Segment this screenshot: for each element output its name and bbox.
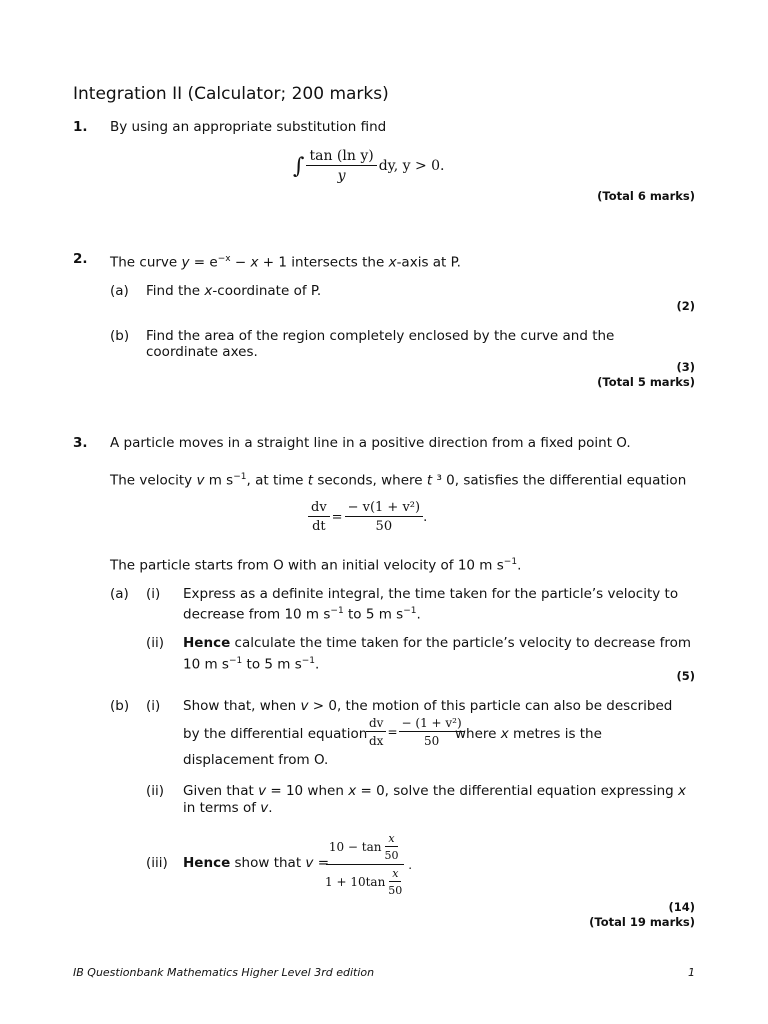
formula-tail: dy, y > 0. xyxy=(378,158,445,174)
q2-text-c: − xyxy=(230,254,251,271)
q3aii-c: to 5 m s xyxy=(242,656,302,673)
q3bi-b: > 0, the motion of this particle can also be described xyxy=(308,698,673,714)
q2b-text-2: coordinate axes. xyxy=(146,344,258,360)
q2-text-a: The curve xyxy=(110,254,182,271)
q3-vel-t2: t xyxy=(426,472,433,489)
de-end: . xyxy=(423,509,428,525)
biii-den-frac-num: x xyxy=(389,867,401,882)
q3biii-v: v xyxy=(305,855,314,871)
question-2-text xyxy=(110,251,461,272)
q3bi-text-1 xyxy=(183,698,672,715)
biii-num-pre: 10 − tan xyxy=(328,840,382,854)
q3-vel-c: seconds, where xyxy=(313,472,427,489)
q3biii-a: show that xyxy=(230,855,306,871)
q3bi-x: x xyxy=(500,726,509,742)
biii-num-frac-num: x xyxy=(385,832,397,847)
q3-vel-exp: −1 xyxy=(233,472,247,482)
q3bii-text-1 xyxy=(183,783,686,800)
question-1-number: 1. xyxy=(73,119,88,135)
q3bii-c: = 0, solve the differential equation expressing xyxy=(356,783,679,799)
q2a-text xyxy=(146,283,321,300)
q3biii-text xyxy=(183,855,329,872)
question-1-formula xyxy=(293,148,445,184)
q2-var-y: y xyxy=(181,254,190,271)
q3-start-text xyxy=(110,554,521,575)
q2b-marks: (3) xyxy=(676,360,695,374)
q2-var-x: x xyxy=(250,254,259,271)
q3-vel-unit: m s xyxy=(204,472,234,489)
q3bi-d: metres is the xyxy=(508,726,602,742)
q3ai-text-1: Express as a definite integral, the time taken for the particle’s velocity to xyxy=(183,586,679,602)
q3bii-x: x xyxy=(348,783,357,799)
q3-start-exp: −1 xyxy=(503,557,518,567)
question-1-text: By using an appropriate substitution find xyxy=(110,119,387,135)
q3-start-a: The particle starts from O with an initial velocity of 10 m s xyxy=(110,557,504,574)
q2-text-e: -axis at P. xyxy=(396,254,461,271)
q2-var-x2: x xyxy=(388,254,397,271)
q3b-label: (b) xyxy=(110,698,130,714)
integral-sign: ∫ xyxy=(293,153,305,179)
de-rhs xyxy=(345,500,424,534)
q2-text-b: = e xyxy=(189,254,218,271)
q3aii-hence: Hence xyxy=(183,635,231,651)
de-lhs-den: dt xyxy=(312,519,326,534)
question-2-total: (Total 5 marks) xyxy=(597,375,695,389)
biii-den-frac xyxy=(385,867,405,897)
q3bii-a: Given that xyxy=(183,783,259,799)
q3bi-c: where xyxy=(455,726,501,742)
question-1-total: (Total 6 marks) xyxy=(597,189,695,203)
bi-eq: = xyxy=(387,725,398,739)
q3bi-text-3: displacement from O. xyxy=(183,752,329,768)
q3-vel-d: ³ 0, satisfies the differential equation xyxy=(432,472,687,489)
footer-source: IB Questionbank Mathematics Higher Level 3rd edition xyxy=(73,966,375,979)
biii-end: . xyxy=(408,857,413,872)
q3bii-x2: x xyxy=(678,783,687,799)
q3a-marks: (5) xyxy=(676,669,695,683)
q2-exp: −x xyxy=(217,254,231,264)
q3-velocity-text xyxy=(110,469,686,490)
q3bii-v2: v xyxy=(260,800,269,816)
q3bii-e: . xyxy=(268,800,273,816)
formula-denominator: y xyxy=(337,168,346,184)
q3a-label: (a) xyxy=(110,586,129,602)
biii-den-frac-den: 50 xyxy=(388,884,403,897)
q3ai-exp2: −1 xyxy=(403,606,417,616)
q3bii-d: in terms of xyxy=(183,800,261,816)
q3aii-a: calculate the time taken for the particle’s velocity to decrease from xyxy=(230,635,692,651)
q3ai-label: (i) xyxy=(146,586,161,602)
q3-vel-a: The velocity xyxy=(110,472,197,489)
q3-start-end: . xyxy=(517,557,522,574)
bi-rhs-num: − (1 + v²) xyxy=(399,716,465,732)
q3ai-a: decrease from 10 m s xyxy=(183,606,331,623)
q3ai-exp1: −1 xyxy=(330,606,344,616)
q3aii-exp2: −1 xyxy=(301,656,316,666)
de-rhs-num: − v(1 + v²) xyxy=(345,500,424,517)
q3bii-v: v xyxy=(258,783,267,799)
q3-vel-b: , at time xyxy=(246,472,308,489)
q3bi-v: v xyxy=(300,698,309,714)
q3aii-text-1 xyxy=(183,635,691,652)
question-3-total: (Total 19 marks) xyxy=(589,915,695,929)
q3biii-formula xyxy=(322,832,412,897)
bi-lhs xyxy=(366,716,386,748)
bi-lhs-num: dv xyxy=(366,716,386,732)
q2b-label: (b) xyxy=(110,328,130,344)
biii-den-pre: 1 + 10tan xyxy=(325,875,386,889)
de-lhs xyxy=(308,500,330,534)
q3biii-eq: = xyxy=(313,855,330,871)
q3bi-label: (i) xyxy=(146,698,161,714)
q3ai-text-2 xyxy=(183,603,421,624)
q3bii-b: = 10 when xyxy=(266,783,349,799)
de-rhs-den: 50 xyxy=(375,519,393,534)
q3bii-label: (ii) xyxy=(146,783,165,799)
q2a-post: -coordinate of P. xyxy=(212,283,322,299)
q3ai-c: . xyxy=(416,606,421,623)
q3b-marks: (14) xyxy=(668,900,695,914)
biii-num-frac xyxy=(381,832,401,862)
q3aii-text-2 xyxy=(183,653,319,674)
bi-rhs-den: 50 xyxy=(423,734,440,748)
question-3-intro: A particle moves in a straight line in a positive direction from a fixed point O. xyxy=(110,435,631,451)
q3ai-b: to 5 m s xyxy=(343,606,404,623)
bi-lhs-den: dx xyxy=(369,734,384,748)
page-title: Integration II (Calculator; 200 marks) xyxy=(73,84,389,104)
question-3-number: 3. xyxy=(73,435,88,451)
q3-differential-equation xyxy=(308,500,427,534)
de-lhs-num: dv xyxy=(308,500,330,517)
q3-vel-v: v xyxy=(196,472,205,489)
q3aii-d: . xyxy=(315,656,320,673)
q2a-x: x xyxy=(204,283,213,299)
q3bii-text-2 xyxy=(183,800,273,817)
de-eq: = xyxy=(331,509,343,525)
q3bi-text-2: by the differential equation xyxy=(183,726,368,742)
biii-den xyxy=(322,865,408,897)
q2a-pre: Find the xyxy=(146,283,205,299)
q2a-marks: (2) xyxy=(676,299,695,313)
biii-num-frac-den: 50 xyxy=(384,849,399,862)
q3aii-b: 10 m s xyxy=(183,656,229,673)
question-2-number: 2. xyxy=(73,251,88,267)
biii-frac xyxy=(322,832,408,897)
q3biii-label: (iii) xyxy=(146,855,168,871)
q2b-text-1: Find the area of the region completely enclosed by the curve and the xyxy=(146,328,615,344)
formula-fraction xyxy=(306,148,376,184)
q2-text-d: + 1 intersects the xyxy=(258,254,389,271)
q3-vel-t: t xyxy=(307,472,314,489)
q3aii-label: (ii) xyxy=(146,635,165,651)
page-number: 1 xyxy=(688,966,695,979)
q3aii-exp1: −1 xyxy=(228,656,243,666)
formula-numerator: tan (ln y) xyxy=(306,148,376,166)
q3bi-text-2-end xyxy=(455,726,602,743)
biii-num xyxy=(326,832,405,865)
q3bi-equation xyxy=(366,716,465,748)
q3bi-a: Show that, when xyxy=(183,698,301,714)
q3biii-hence: Hence xyxy=(183,855,231,871)
q2a-label: (a) xyxy=(110,283,129,299)
